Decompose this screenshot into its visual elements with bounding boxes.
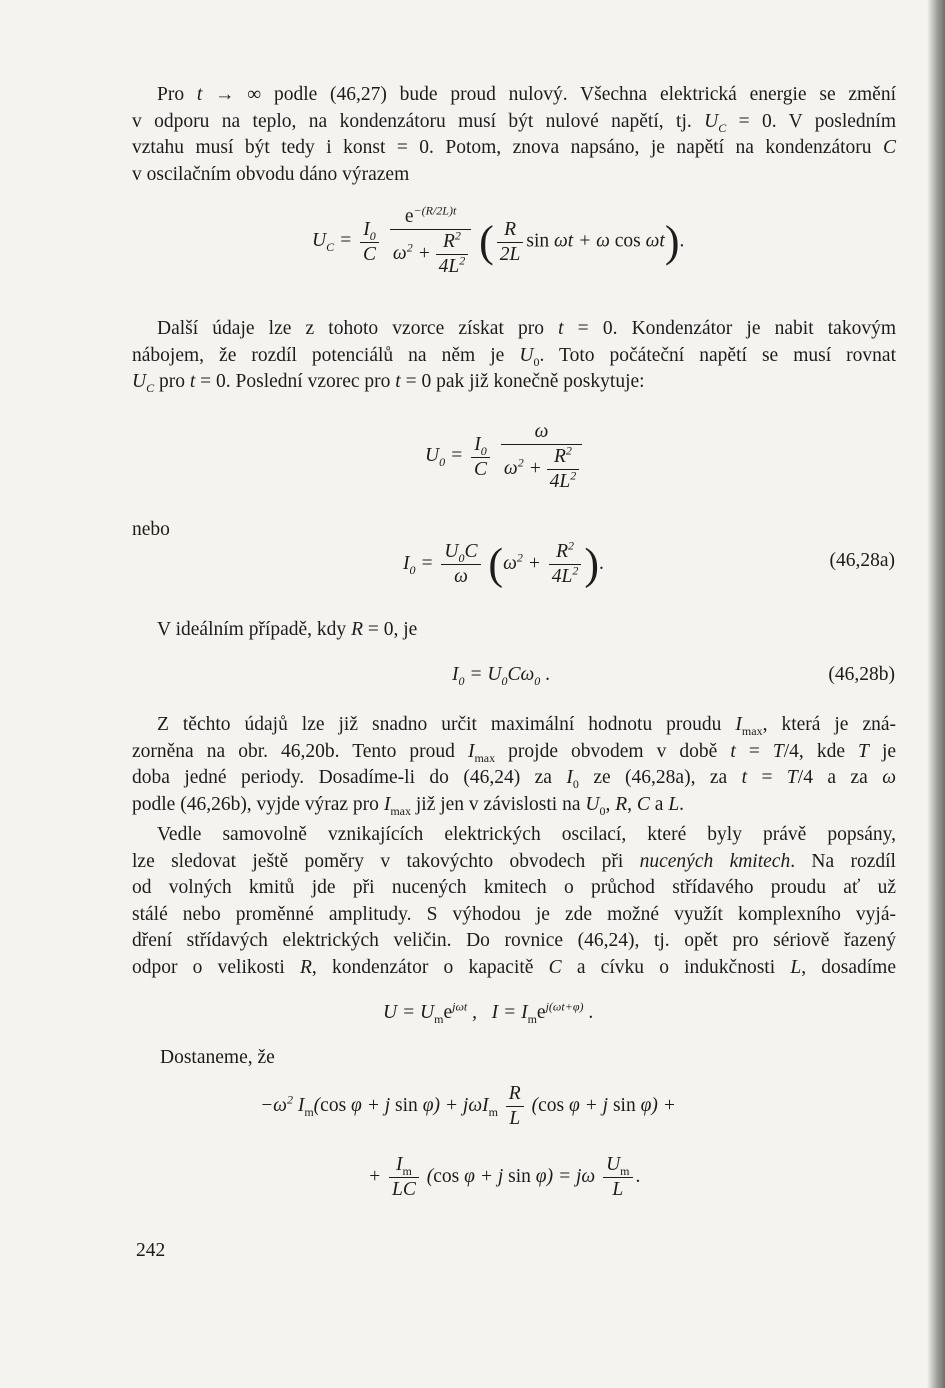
equation-complex-substitution: $U = U_me^{j\omega t}$ , $I = I_me^{j(\omega t+\varphi)}$ . — [383, 999, 594, 1026]
paragraph-6: Dostaneme, že — [160, 1047, 275, 1068]
equation-line-2: + $\frac{I_m}{LC}$ (cos φ + j sin φ) = jω $\frac{U_m}{L}$ . — [368, 1154, 641, 1200]
page-number: 242 — [136, 1240, 166, 1261]
nebo-text: nebo — [132, 519, 170, 540]
equation-u0: $U_0$ = $\frac{I_0}{C}$ ω $\omega^2$ + $\frac{R^2}{4L^2}$ — [425, 420, 585, 494]
text-line: Vedle samovolně vznikajících elektrických oscilací, které byly právě popsány, — [157, 824, 896, 845]
paragraph-5 — [132, 822, 896, 981]
text-line: zorněna na obr. 46,20b. Tento proud $I_{max}$ projde obvodem v době t = T/4, kde T je — [132, 740, 897, 765]
text-line: stálé nebo proměnné amplitudy. S výhodou je zde možné využít komplexního vyjá- — [132, 903, 896, 925]
page-edge-shadow — [927, 0, 945, 1388]
text-line: $U_C$ pro t = 0. Poslední vzorec pro t = 0 pak již konečně poskytuje: — [132, 371, 645, 395]
paragraph-1 — [132, 82, 896, 188]
equation-uc: $U_C$ = $\frac{I_0}{C}$ $e^{-(R/2L)t}$ $\omega^2$ + $\frac{R^2}{4L^2}$ ( $\frac{R}{2L}$ sin ωt + ω cos ωt). — [312, 203, 685, 277]
text-line: od volných kmitů jde při nucených kmitech o průchod střídavého proudu ať už — [132, 877, 896, 898]
equation-number-28b: (46,28b) — [828, 664, 895, 685]
text-line: v oscilačním obvodu dáno výrazem — [132, 163, 410, 185]
text-line: v odporu na teplo, na kondenzátoru musí být nulové napětí, tj. $U_C = 0$. V posledním — [132, 110, 896, 135]
text-line: nábojem, že rozdíl potenciálů na něm je $U_0$. Toto počáteční napětí se musí rovnat — [132, 344, 897, 369]
equation-i0-ideal: $I_0 = U_0C\omega_0$ . — [452, 664, 551, 688]
equation-number-28a: (46,28a) — [829, 550, 895, 571]
paragraph-2 — [132, 316, 896, 396]
equation-line-1: $-\omega^2$ $I_m(\cos$ φ + j sin φ) + jωI$_m$ $\frac{R}{L}$ (cos φ + j sin φ) + — [260, 1083, 676, 1129]
text-line: dření střídavých elektrických veličin. Do rovnice (46,24), tj. opět pro sériově řazený — [132, 930, 896, 951]
text-line: Pro t → ∞ podle (46,27) bude proud nulový. Všechna elektrická energie se změní — [157, 84, 897, 105]
text-line: podle (46,26b), vyjde výraz pro $I_{max}$ již jen v závislosti na $U_0$, R, C a L. — [132, 793, 685, 818]
text-line: doba jedné periody. Dosadíme-li do (46,24) za $I_0$ ze (46,28a), za t = T/4 a za ω — [132, 767, 896, 791]
text-line: vztahu musí být tedy i konst = 0. Potom, znova napsáno, je napětí na kondenzátoru C — [132, 137, 896, 158]
paragraph-4 — [132, 712, 896, 818]
text-line: Další údaje lze z tohoto vzorce získat pro t = 0. Kondenzátor je nabit takovým — [157, 318, 896, 339]
equation-i0: $I_0$ = $\frac{U_0C}{\omega}$ ($\omega^2$ + $\frac{R^2}{4L^2}$ ). — [403, 538, 604, 589]
text-line: odpor o velikosti R, kondenzátor o kapacitě C a cívku o indukčnosti L, dosadíme — [132, 956, 896, 978]
paragraph-3: V ideálním případě, kdy R = 0, je — [157, 619, 418, 640]
text-line: lze sledovat ještě poměry v takovýchto obvodech při nucených kmitech. Na rozdíl — [132, 850, 896, 872]
text-line: Z těchto údajů lze již snadno určit maximální hodnotu proudu $I_{max}$, která je zná- — [157, 714, 896, 738]
